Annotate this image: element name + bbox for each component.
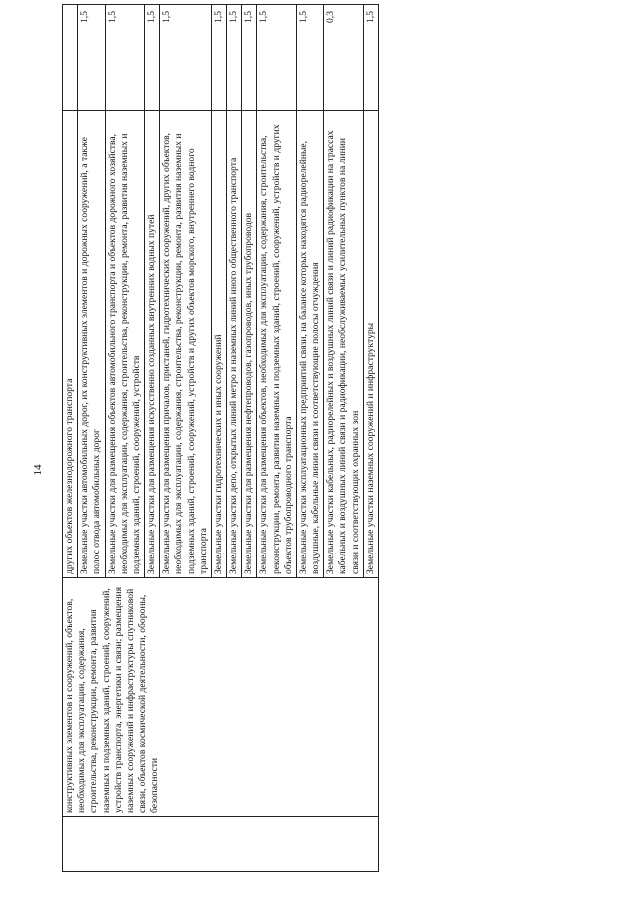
- rate-cell: 1,5: [363, 5, 378, 111]
- rate-cell: 1,5: [211, 5, 226, 111]
- rate-cell: 1,5: [105, 5, 145, 111]
- land-type-cell: Земельные участки для размещения нефтепроводов, газопроводов, иных трубопроводов: [242, 111, 257, 578]
- land-type-cell: Земельные участки для размещения объектов, необходимых для эксплуатации, содержания, строительства, реконструкции, ремонта, развития наземных и подземных зданий, строений, сооружений, устройств и других объектов трубопроводного транспорта: [257, 111, 297, 578]
- land-type-cell: других объектов железнодорожного транспорта: [63, 111, 78, 578]
- land-type-cell: Земельные участки наземных сооружений и инфраструктуры: [363, 111, 378, 578]
- rate-cell: 1,5: [160, 5, 212, 111]
- land-category-description: конструктивных элементов и сооружений, объектов, необходимых для эксплуатации, содержания, строительства, реконструкции, ремонта, развития наземных и подземных зданий, строений, сооружений, устройств транспорта, энергетики и связи; размещения наземных сооружений и инфраструктуры спутниковой связи, объектов космической деятельности, обороны, безопасности: [63, 578, 379, 817]
- rate-cell: 1,5: [257, 5, 297, 111]
- page-number: 14: [32, 464, 44, 476]
- land-type-cell: Земельные участки для размещения объектов автомобильного транспорта и объектов дорожного хозяйства, необходимых для эксплуатации, содержания, строительства, реконструкции, ремонта, развития наземных и подземных зданий, строений, сооружений, устройств: [105, 111, 145, 578]
- land-type-cell: Земельные участки для размещения причалов, пристаней, гидротехнических сооружений, других объектов, необходимых для эксплуатации, содержания, строительства, реконструкции, ремонта, развития наземных и подземных зданий, строений, сооружений, устройств и других объектов морского, внутреннего водного транспорта: [160, 111, 212, 578]
- rate-cell: 1,5: [242, 5, 257, 111]
- land-type-cell: Земельные участки гидротехнических и иных сооружений: [211, 111, 226, 578]
- land-type-cell: Земельные участки для размещения искусственно созданных внутренних водных путей: [145, 111, 160, 578]
- land-tax-rate-table: [62, 4, 379, 872]
- table-row: [63, 5, 78, 872]
- rate-cell: [63, 5, 78, 111]
- rate-cell: 1,5: [78, 5, 105, 111]
- rate-cell: 1,5: [145, 5, 160, 111]
- land-type-cell: Земельные участки автомобильных дорог, их конструктивных элементов и дорожных сооружений, а также полос отвода автомобильных дорог: [78, 111, 105, 578]
- rate-cell: 0,3: [324, 5, 364, 111]
- rate-cell: 1,5: [227, 5, 242, 111]
- rotated-table-wrapper: [62, 11, 379, 872]
- rate-cell: 1,5: [296, 5, 323, 111]
- land-type-cell: Земельные участки кабельных, радиорелейных и воздушных линий связи и линий радиофикации на трассах кабельных и воздушных линий связи и радиофикации, необслуживаемых усилительных пунктов на линии связи и соответствующих охранных зон: [324, 111, 364, 578]
- land-type-cell: Земельные участки депо, открытых линий метро и наземных линий иного общественного транспорта: [227, 111, 242, 578]
- land-type-cell: Земельные участки эксплуатационных предприятий связи, на балансе которых находятся радиорелейные, воздушные, кабельные линии связи и соответствующие полосы отчуждения: [296, 111, 323, 578]
- empty-index-cell: [63, 817, 379, 872]
